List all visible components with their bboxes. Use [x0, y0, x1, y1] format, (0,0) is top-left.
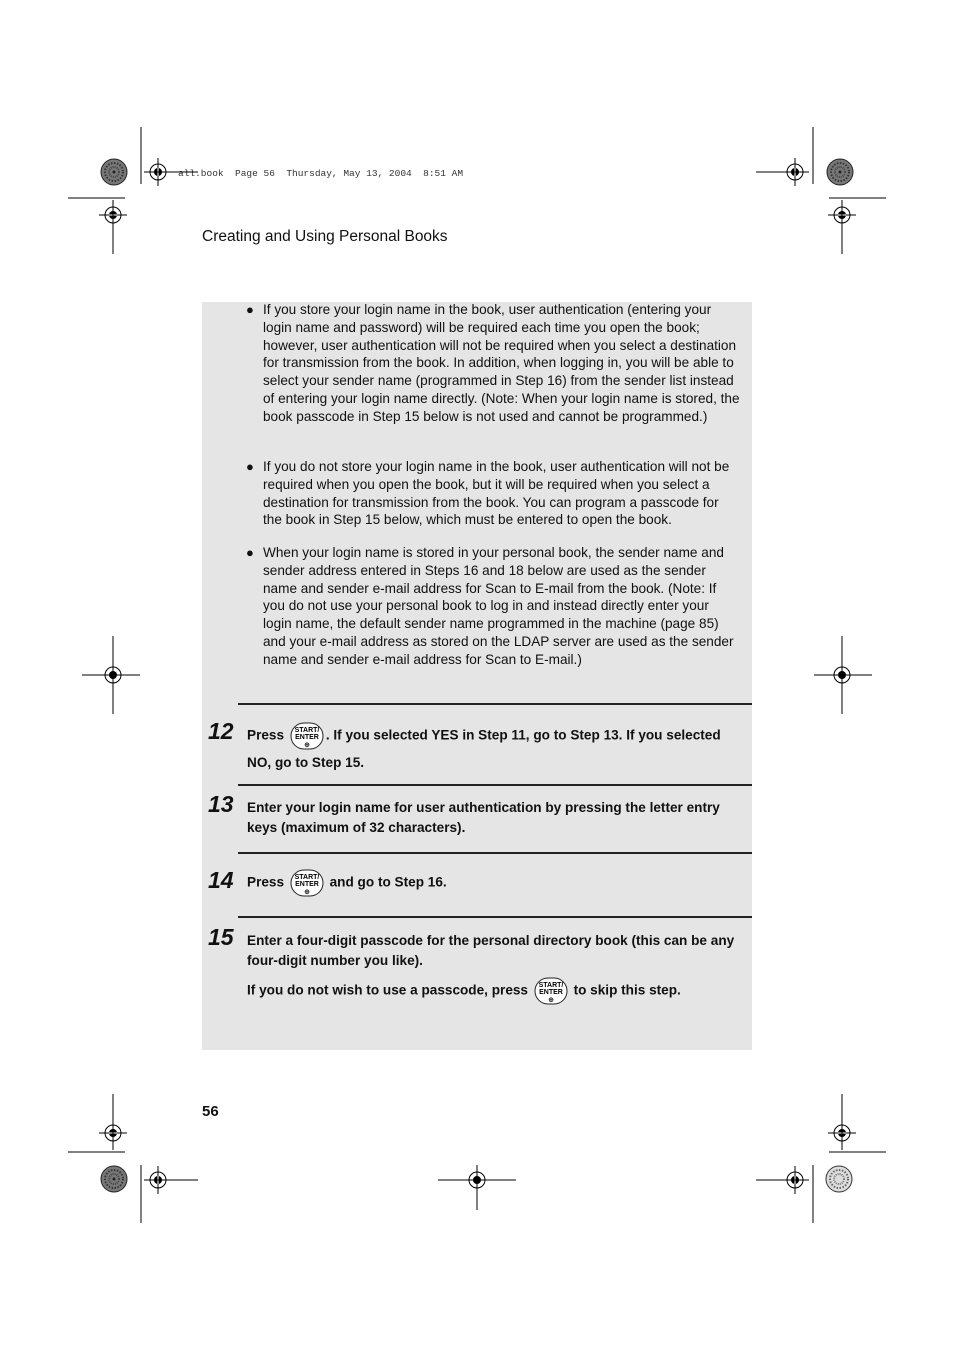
bullet-dot-icon: ●: [246, 545, 254, 560]
step-text-part: Press: [247, 874, 285, 890]
print-slug: all.book Page 56 Thursday, May 13, 2004 8:51 AM: [178, 168, 464, 179]
svg-text:ENTER: ENTER: [294, 734, 319, 741]
svg-text:⊕: ⊕: [303, 888, 310, 896]
registration-star-icon: [101, 159, 127, 185]
svg-text:START/: START/: [294, 874, 320, 881]
bullet-dot-icon: ●: [246, 459, 254, 474]
svg-text:ENTER: ENTER: [294, 881, 319, 888]
step-number: 12: [208, 718, 234, 744]
step-text-part: If you do not wish to use a passcode, press: [247, 982, 528, 998]
svg-text:ENTER: ENTER: [538, 989, 563, 996]
step-text-part: to skip this step.: [573, 982, 681, 998]
svg-text:START/: START/: [294, 727, 320, 734]
registration-star-icon: [827, 159, 853, 185]
registration-star-icon: [101, 1166, 127, 1192]
bullet-text: If you do not store your login name in the book, user authentication will not be required when you open the book, but it will be required when you select a destination for transmission from the book. You can program a passcode for the book in Step 15 below, which must be entered to open the book.: [263, 459, 730, 528]
step-text-part: Press: [247, 727, 285, 743]
step-number: 13: [208, 791, 234, 817]
bullet-dot-icon: ●: [246, 302, 254, 317]
bullet-text: If you store your login name in the book, user authentication (entering your login name and password) will be required each time you open the book; however, user authentication will not be required when you select a destination for transmission from the book. In addition, when logging in, you will be able to select your sender name (programmed in Step 16) from the sender list instead of entering your login name directly. (Note: When your login name is stored, the book passcode in Step 15 below is not used and cannot be programmed.): [263, 302, 740, 424]
step-text-part: . If you selected YES in Step 11, go to Step 13. If you selected NO, go to Step 15.: [247, 727, 721, 770]
svg-text:⊕: ⊕: [547, 996, 554, 1004]
bullet-text: When your login name is stored in your personal book, the sender name and sender address entered in Steps 16 and 18 below are used as the sender name and sender e-mail address for Scan to E-mail from the book. (Note: If you do not use your personal book to log in and instead directly enter your login name, the default sender name programmed in the machine (page 85) and your e-mail address as stored on the LDAP server are used as the sender name and sender e-mail address for Scan to E-mail.): [263, 545, 734, 667]
step-13-text: Enter your login name for user authentication by pressing the letter entry keys (maximum of 32 characters).: [247, 800, 720, 835]
step-number: 14: [208, 867, 234, 893]
section-title: Creating and Using Personal Books: [202, 228, 448, 245]
step-15-text: Enter a four-digit passcode for the personal directory book (this can be any four-digit number you like).: [247, 933, 735, 968]
registration-star-icon: [826, 1166, 852, 1192]
step-number: 15: [208, 924, 234, 950]
page-number: 56: [202, 1103, 219, 1120]
svg-text:START/: START/: [538, 982, 564, 989]
svg-text:⊕: ⊕: [303, 741, 310, 749]
step-text-part: and go to Step 16.: [329, 874, 447, 890]
